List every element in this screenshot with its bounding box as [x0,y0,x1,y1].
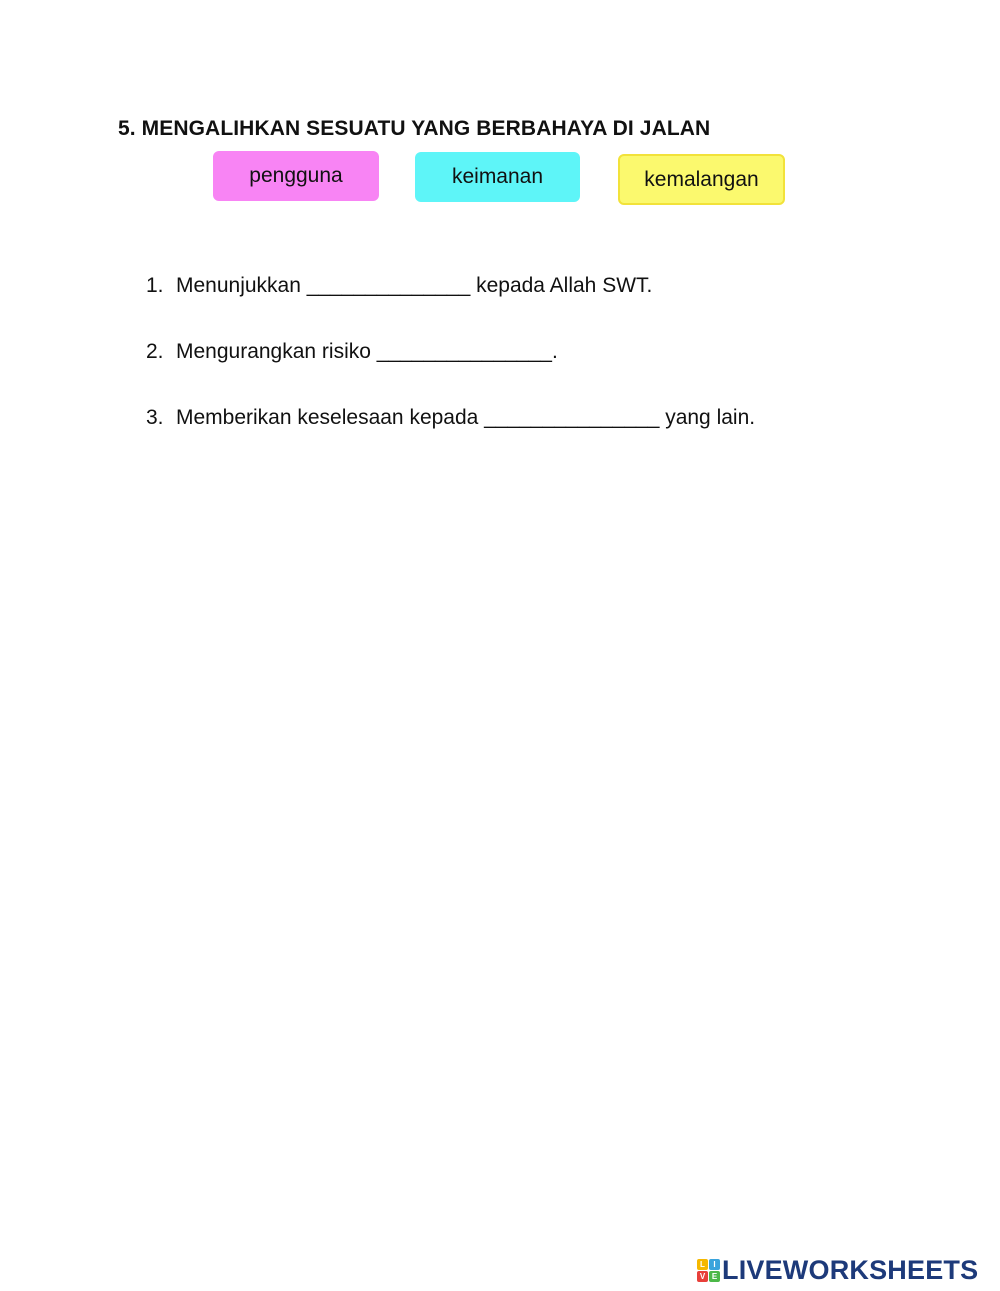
question-text: Memberikan keselesaan kepada _______________ yang lain. [176,406,756,429]
logo-text: LIVEWORKSHEETS [722,1255,979,1285]
question-number: 2. [146,340,164,363]
question-item [146,407,755,428]
question-number: 3. [146,406,164,429]
logo-mark-letter: V [697,1271,708,1282]
worksheet-title: 5. MENGALIHKAN SESUATU YANG BERBAHAYA DI JALAN [118,117,711,140]
question-item [146,275,652,296]
question-item [146,341,558,362]
question-number: 1. [146,274,164,297]
logo-mark-letter: L [697,1259,708,1270]
logo-mark-letter: I [709,1259,720,1270]
logo-mark-letter: E [709,1271,720,1282]
word-chip-keimanan[interactable]: keimanan [415,152,580,202]
word-chip-pengguna[interactable]: pengguna [213,151,379,201]
word-chip-kemalangan[interactable]: kemalangan [618,154,785,205]
question-text: Menunjukkan ______________ kepada Allah SWT. [176,274,653,297]
logo-mark-icon [697,1259,720,1282]
liveworksheets-logo [697,1255,978,1286]
question-text: Mengurangkan risiko _______________. [176,340,558,363]
